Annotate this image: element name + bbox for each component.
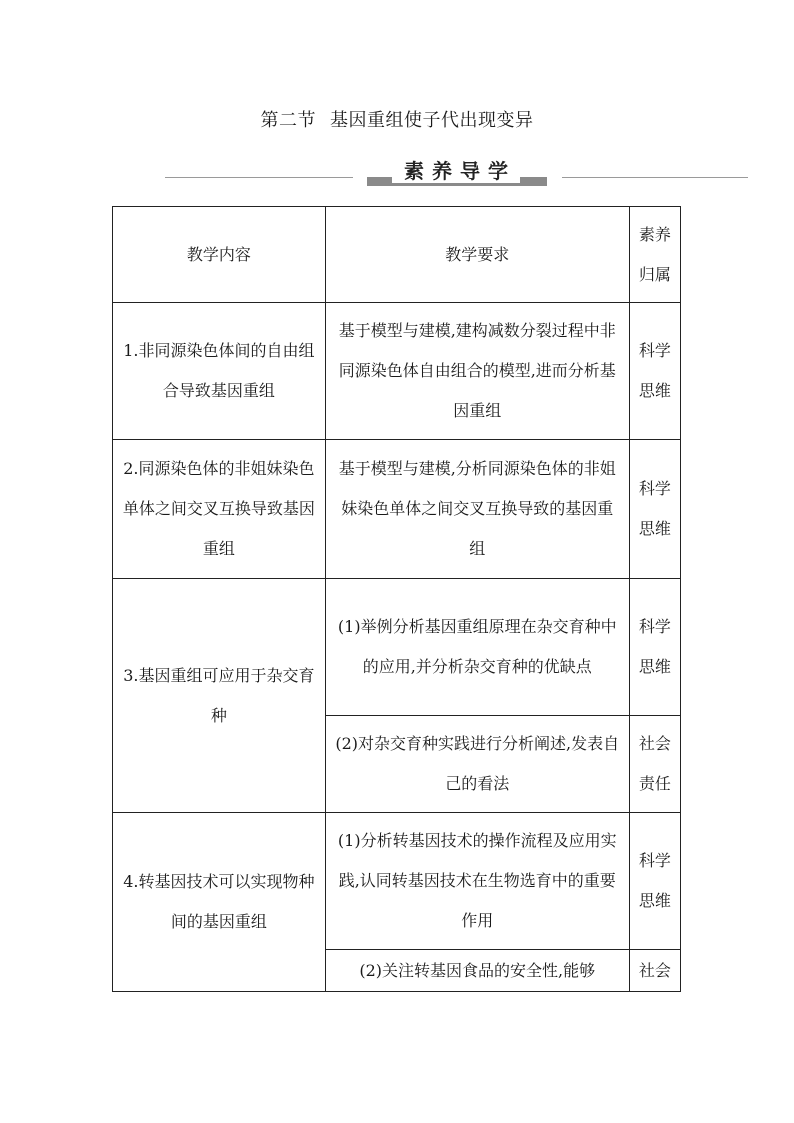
section-title: 基因重组使子代出现变异 [330, 110, 534, 131]
table-row [113, 813, 681, 950]
requirement-cell: 基于模型与建模,分析同源染色体的非姐妹染色单体之间交叉互换导致的基因重组 [325, 440, 629, 579]
banner-divider-right [562, 177, 748, 178]
table-row [113, 579, 681, 716]
header-requirement: 教学要求 [325, 207, 629, 303]
requirement-cell: (1)举例分析基因重组原理在杂交育种中的应用,并分析杂交育种的优缺点 [325, 579, 629, 716]
category-cell: 社会 [629, 950, 680, 992]
requirement-cell: (2)关注转基因食品的安全性,能够 [325, 950, 629, 992]
content-cell: 3.基因重组可应用于杂交育种 [113, 579, 326, 813]
category-cell: 科学思维 [629, 440, 680, 579]
category-cell: 科学思维 [629, 579, 680, 716]
category-cell: 社会责任 [629, 716, 680, 813]
table-row [113, 440, 681, 579]
banner-label: 素养导学 [392, 159, 520, 183]
requirement-cell: (1)分析转基因技术的操作流程及应用实践,认同转基因技术在生物选育中的重要作用 [325, 813, 629, 950]
banner-label-box [363, 158, 549, 188]
banner-divider-left [165, 177, 353, 178]
content-cell: 4.转基因技术可以实现物种间的基因重组 [113, 813, 326, 992]
page-title [0, 106, 794, 132]
teaching-plan-table [112, 206, 681, 992]
section-number: 第二节 [260, 110, 316, 131]
requirement-cell: 基于模型与建模,建构减数分裂过程中非同源染色体自由组合的模型,进而分析基因重组 [325, 303, 629, 440]
table-header-row [113, 207, 681, 303]
content-cell: 2.同源染色体的非姐妹染色单体之间交叉互换导致基因重组 [113, 440, 326, 579]
section-banner [160, 155, 750, 195]
content-cell: 1.非同源染色体间的自由组合导致基因重组 [113, 303, 326, 440]
category-cell: 科学思维 [629, 813, 680, 950]
header-category: 素养归属 [629, 207, 680, 303]
table-row [113, 303, 681, 440]
header-content: 教学内容 [113, 207, 326, 303]
category-cell: 科学思维 [629, 303, 680, 440]
requirement-cell: (2)对杂交育种实践进行分析阐述,发表自己的看法 [325, 716, 629, 813]
